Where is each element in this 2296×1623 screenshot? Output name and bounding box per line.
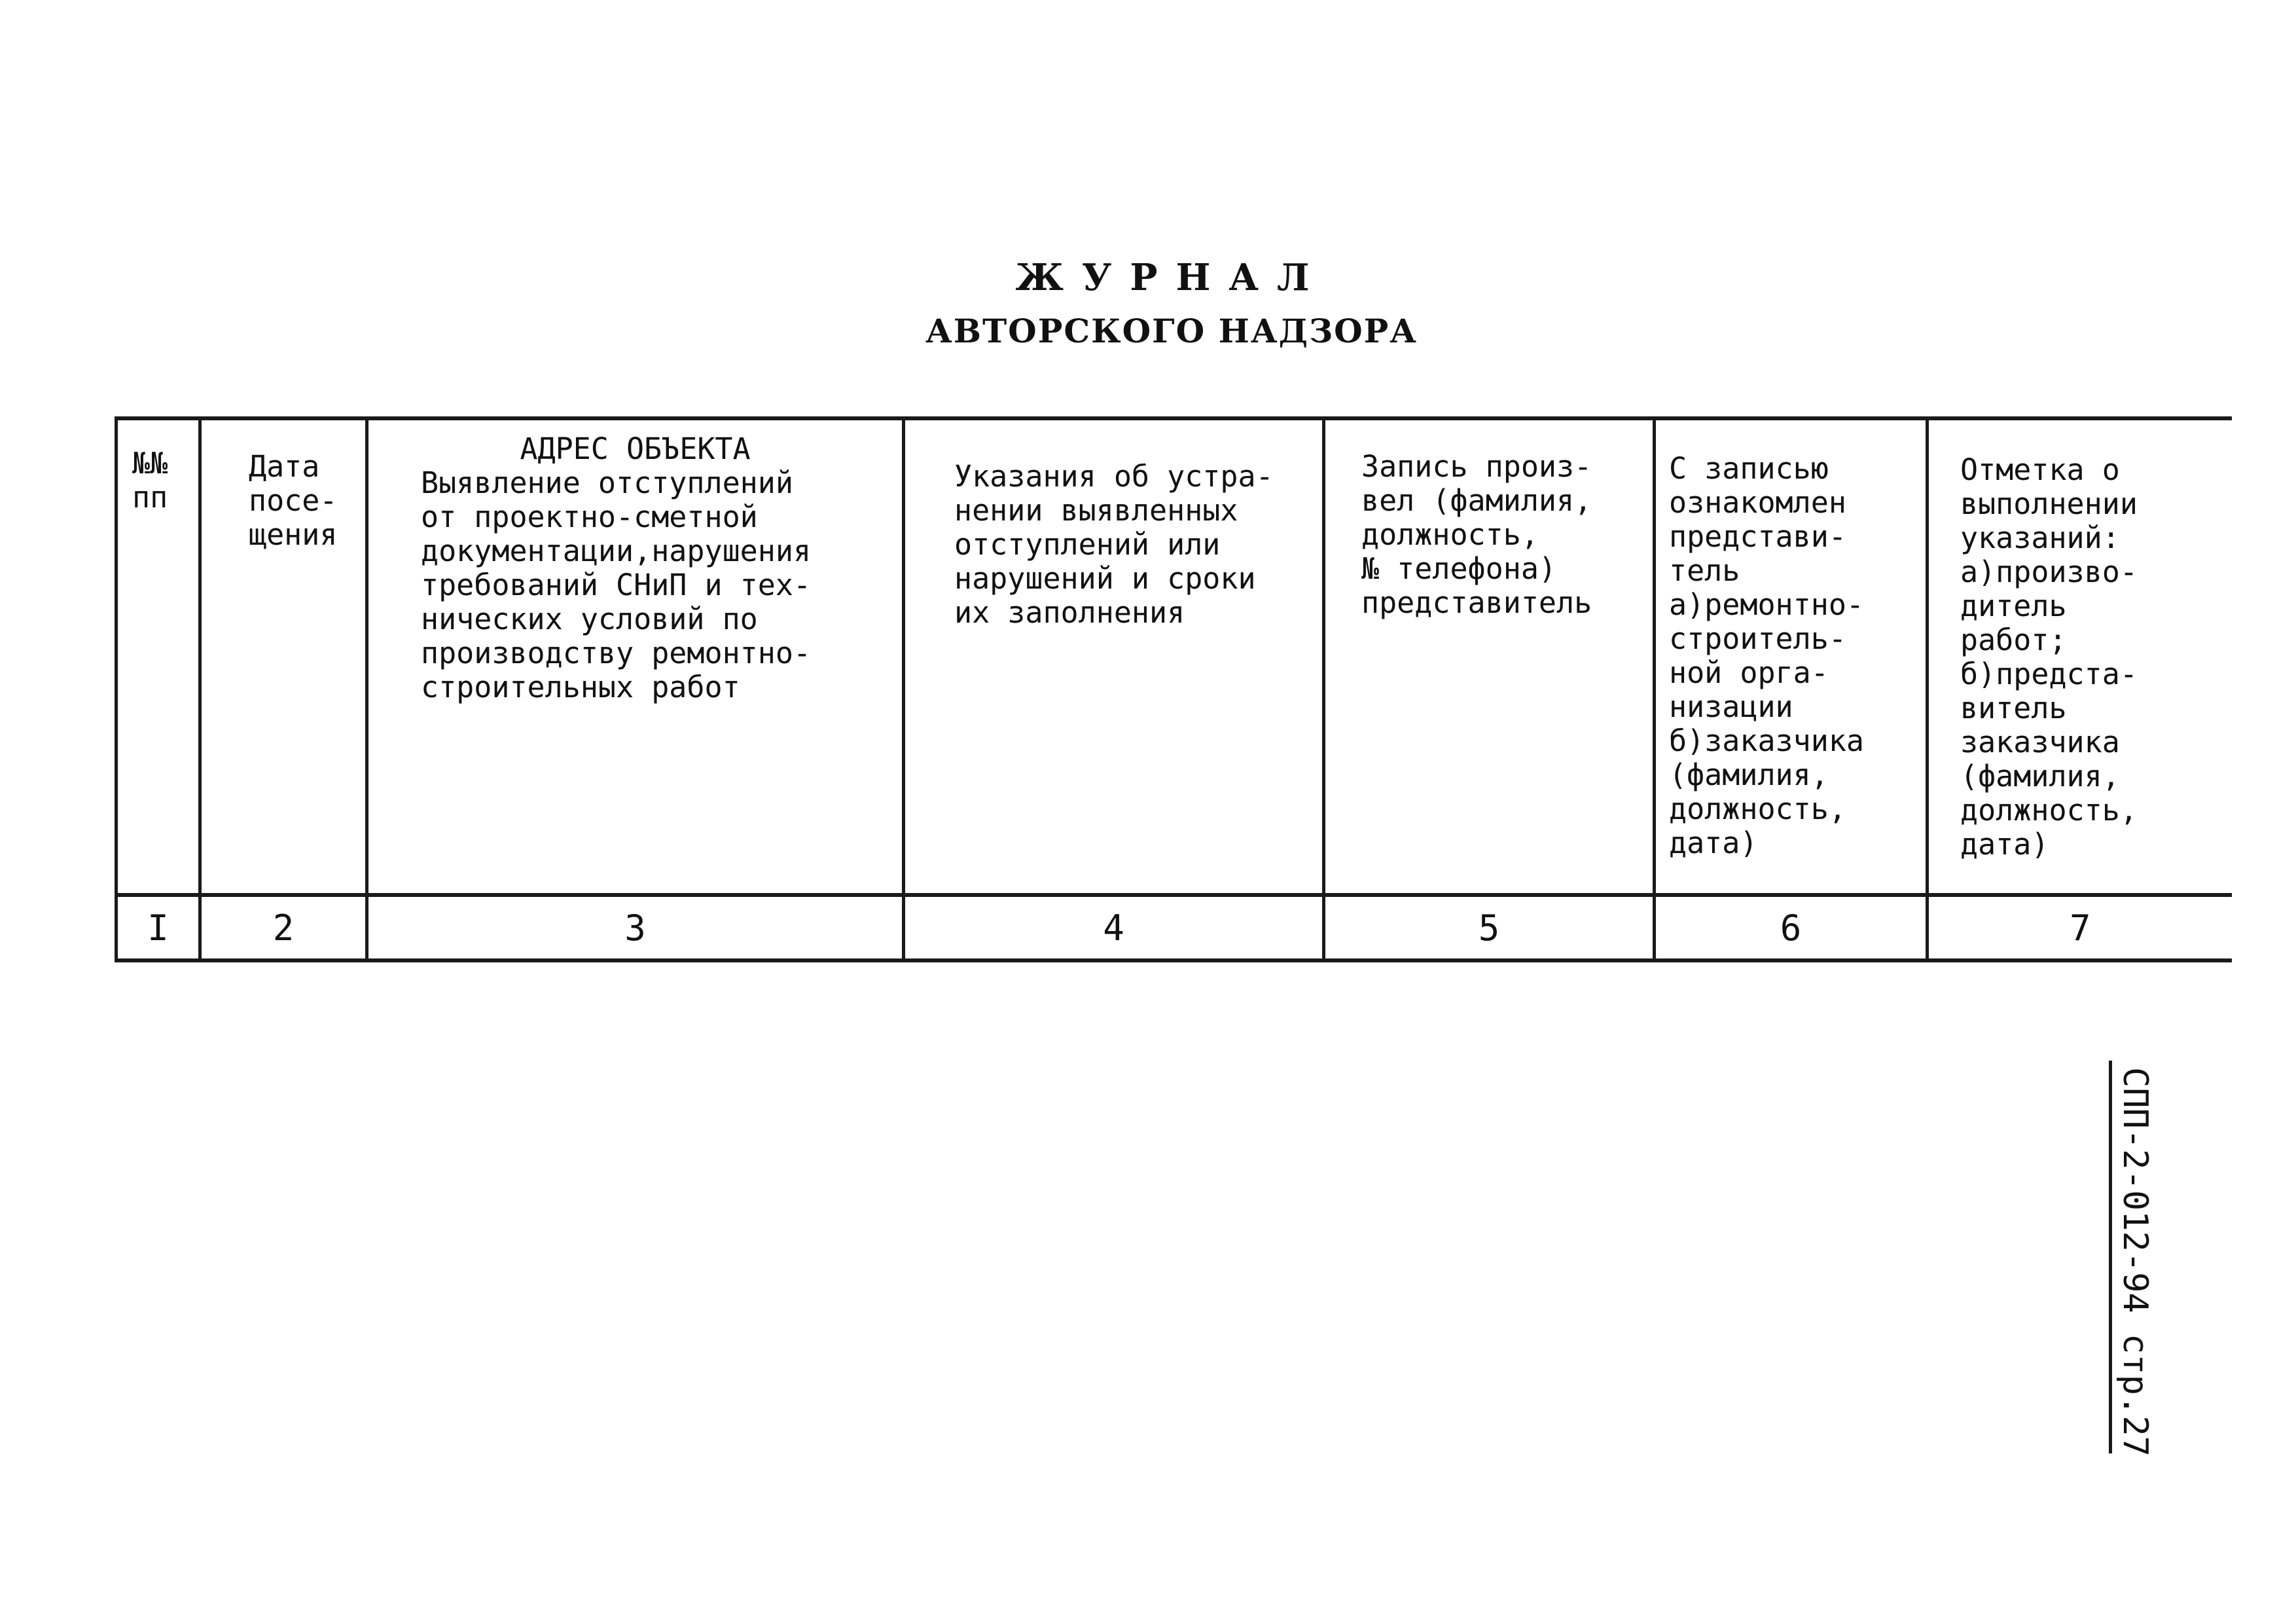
document-subtitle: АВТОРСКОГО НАДЗОРА — [925, 312, 1418, 350]
column-number: 3 — [367, 895, 904, 960]
header-cell-instructions — [904, 418, 1324, 895]
header-cell-object-address — [367, 418, 904, 895]
column-number: 4 — [904, 895, 1324, 960]
header-text: С записью ознакомлен представи- тель а)ремонтно- строитель- ной орга- низации б)заказчика (фамилия, должность, дата) — [1669, 451, 1865, 860]
column-number: 5 — [1324, 895, 1655, 960]
journal-table — [115, 416, 2232, 962]
header-cell-completion-mark — [1928, 418, 2232, 895]
header-text: Выявление отступлений от проектно-сметной документации,нарушения требований СНиП и тех- нических условий по производству ремонтно- строительных работ — [421, 465, 812, 704]
table-header-row — [117, 418, 2232, 895]
header-text: №№ пп — [132, 446, 168, 515]
header-text: Запись произ- вел (фамилия, должность, № телефона) представитель — [1361, 449, 1592, 620]
header-text: Указания об устра- нении выявленных отступлений или нарушений и сроки их заполнения — [954, 459, 1274, 630]
column-number: I — [117, 895, 200, 960]
document-title: ЖУРНАЛ — [1015, 256, 1328, 299]
header-text: Отметка о выполнении указаний: а)произво- дитель работ; б)предста- витель заказчика (фамилия, должность, дата) — [1960, 452, 2138, 862]
column-number: 7 — [1928, 895, 2232, 960]
title-block — [0, 254, 2296, 355]
document-code-page: СПП-2-012-94 стр.27 — [2109, 1061, 2161, 1453]
header-title: АДРЕС ОБЪЕКТА — [520, 431, 751, 466]
header-text: Дата посе- щения — [249, 449, 338, 552]
column-number: 2 — [200, 895, 367, 960]
header-cell-entry-author — [1324, 418, 1655, 895]
column-number: 6 — [1655, 895, 1928, 960]
column-number-row — [117, 895, 2232, 960]
header-cell-visit-date — [200, 418, 367, 895]
header-cell-acknowledged — [1655, 418, 1928, 895]
header-cell-number — [117, 418, 200, 895]
